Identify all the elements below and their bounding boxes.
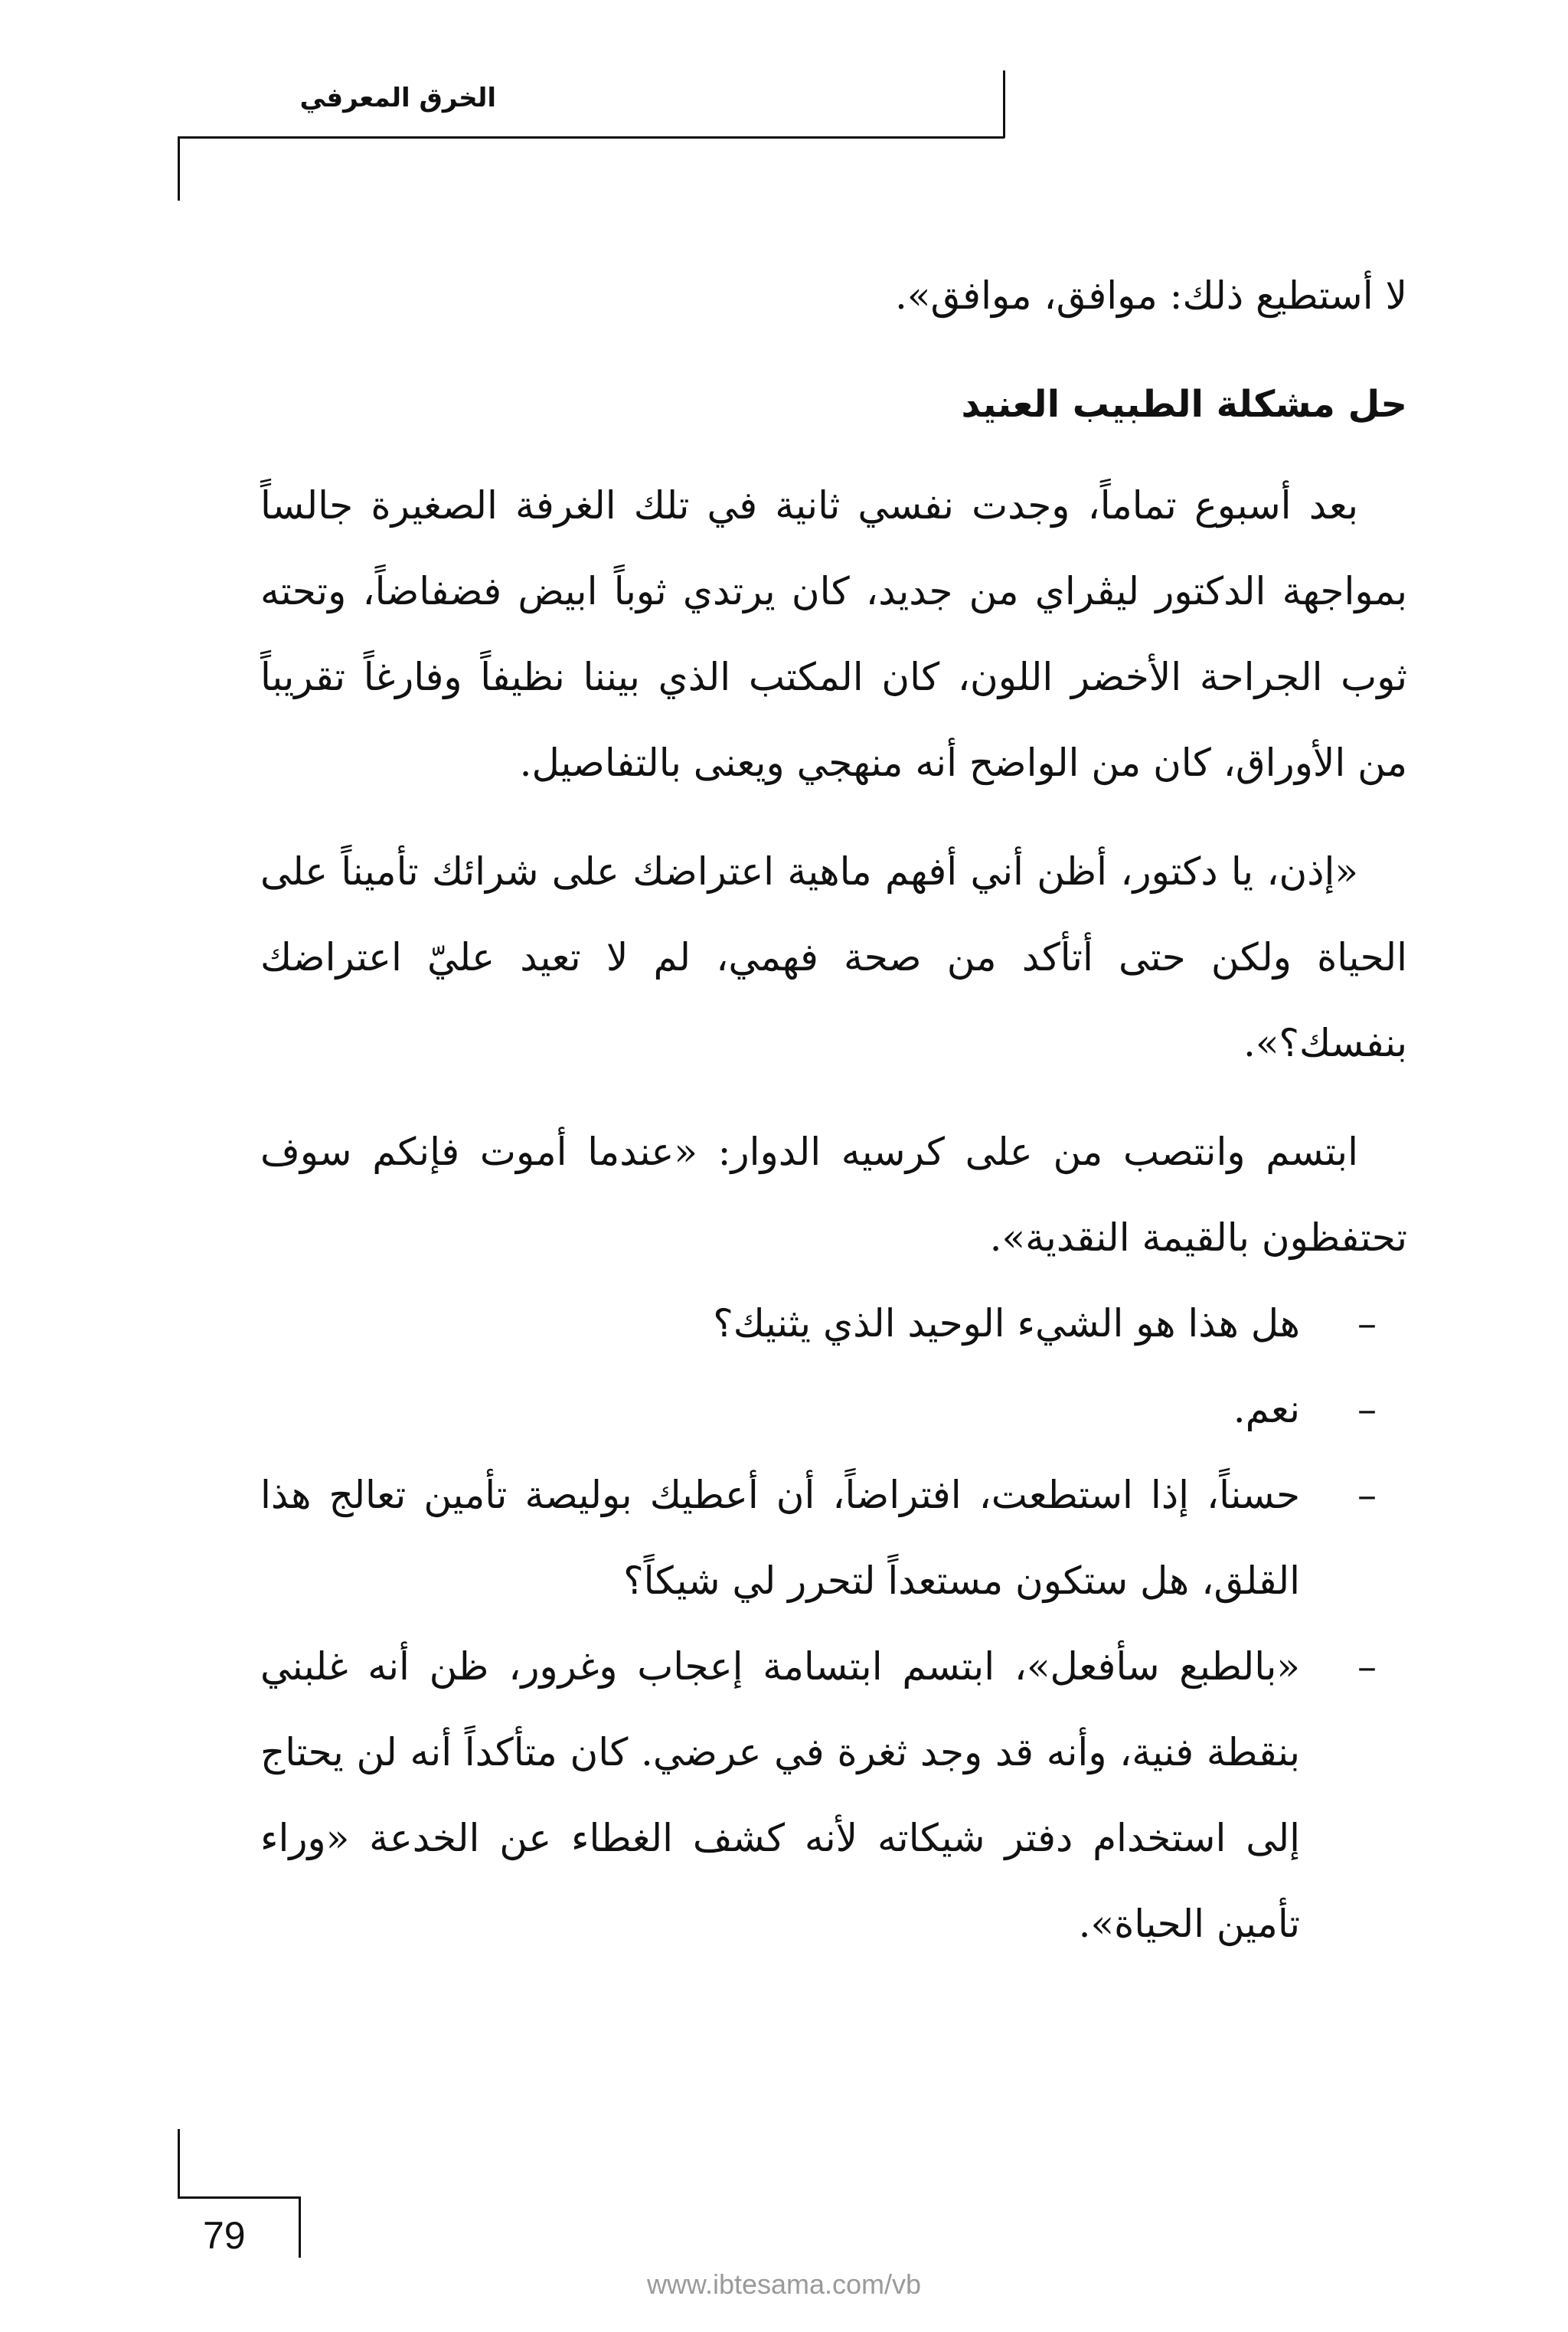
dialogue-dash: – bbox=[1357, 1644, 1377, 1689]
footer-rule-left bbox=[178, 2129, 180, 2198]
dialogue-text: نعم. bbox=[1233, 1387, 1300, 1431]
page-body bbox=[260, 253, 1407, 1967]
dialogue-dash: – bbox=[1357, 1301, 1377, 1346]
footer-rule-top bbox=[178, 2196, 300, 2199]
dialogue-line bbox=[260, 1624, 1407, 1967]
header-rule-left bbox=[178, 136, 180, 201]
footer-rule-right bbox=[299, 2196, 301, 2258]
header-rule-top bbox=[178, 136, 1004, 139]
continuation-line: لا أستطيع ذلك: موافق، موافق». bbox=[895, 273, 1407, 318]
header-rule-right bbox=[1003, 70, 1005, 138]
dialogue-line bbox=[260, 1452, 1407, 1624]
dialogue-text: «بالطبع سأفعل»، ابتسم ابتسامة إعجاب وغرور، ظن أنه غلبني بنقطة فنية، وأنه قد وجد ثغرة في عرضي. كان متأكداً أنه لن يحتاج إلى استخدام دفتر شيكاته لأنه كشف الغطاء عن الخدعة «وراء تأمين الحياة». bbox=[260, 1644, 1301, 1946]
paragraph: ابتسم وانتصب من على كرسيه الدوار: «عندما أموت فإنكم سوف تحتفظون بالقيمة النقدية». bbox=[260, 1130, 1407, 1260]
dialogue-list bbox=[260, 1280, 1407, 1967]
dialogue-text: حسناً، إذا استطعت، افتراضاً، أن أعطيك بوليصة تأمين تعالج هذا القلق، هل ستكون مستعداً لتحرر لي شيكاً؟ bbox=[260, 1473, 1300, 1603]
paragraph: «إذن، يا دكتور، أظن أني أفهم ماهية اعتراضك على شرائك تأميناً على الحياة ولكن حتى أتأكد من صحة فهمي، لم لا تعيد عليّ اعتراضك بنفسك؟». bbox=[260, 849, 1407, 1065]
paragraph: بعد أسبوع تماماً، وجدت نفسي ثانية في تلك الغرفة الصغيرة جالساً بمواجهة الدكتور ليڤراي من جديد، كان يرتدي ثوباً ابيض فضفاضاً، وتحته ثوب الجراحة الأخضر اللون، كان المكتب الذي بيننا نظيفاً وفارغاً تقريباً من الأوراق، كان من الواضح أنه منهجي ويعنى بالتفاصيل. bbox=[260, 483, 1407, 785]
dialogue-line bbox=[260, 1280, 1407, 1366]
page-number: 79 bbox=[203, 2214, 246, 2257]
dialogue-text: هل هذا هو الشيء الوحيد الذي يثنيك؟ bbox=[713, 1301, 1300, 1346]
dialogue-line bbox=[260, 1366, 1407, 1452]
footer-watermark-url: www.ibtesama.com/vb bbox=[646, 2268, 922, 2300]
dialogue-dash: – bbox=[1357, 1387, 1377, 1431]
running-header-title: الخرق المعرفي bbox=[299, 83, 496, 113]
section-heading: حل مشكلة الطبيب العنيد bbox=[961, 383, 1407, 426]
dialogue-dash: – bbox=[1357, 1473, 1377, 1517]
